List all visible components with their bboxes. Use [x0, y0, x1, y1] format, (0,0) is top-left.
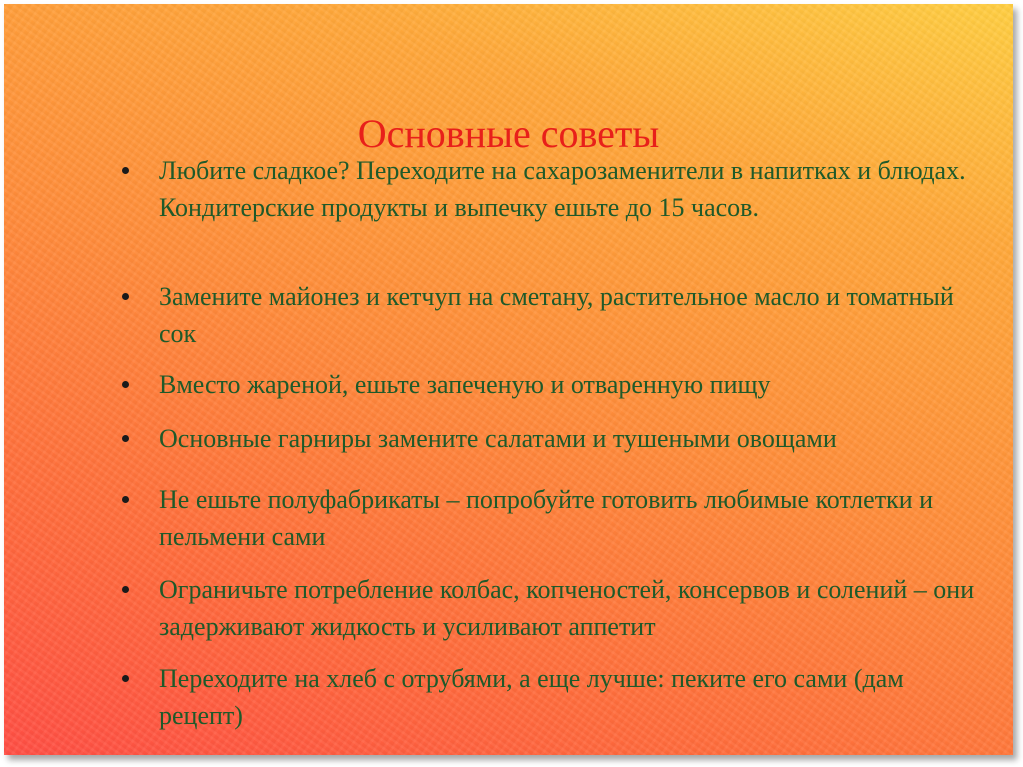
tip-text: Любите сладкое? Переходите на сахарозаменители в напитках и блюдах. Кондитерские продукты и выпечку ешьте до 15 часов. — [159, 156, 966, 222]
tip-text: Замените майонез и кетчуп на сметану, растительное масло и томатный сок — [159, 282, 954, 348]
list-item — [122, 278, 982, 352]
bullet-icon — [122, 293, 129, 300]
bullet-icon — [122, 496, 129, 503]
list-item — [122, 660, 982, 734]
bullet-icon — [122, 586, 129, 593]
list-item — [122, 366, 982, 403]
bullet-icon — [122, 435, 129, 442]
tip-text: Переходите на хлеб с отрубями, а еще лучше: пеките его сами (дам рецепт) — [159, 664, 904, 730]
list-item — [122, 152, 982, 226]
tip-text: Ограничьте потребление колбас, копченостей, консервов и солений – они задерживают жидкость и усиливают аппетит — [159, 575, 975, 641]
tip-text: Не ешьте полуфабрикаты – попробуйте готовить любимые котлетки и пельмени сами — [159, 485, 934, 551]
slide-title: Основные советы — [357, 111, 660, 156]
list-item — [122, 481, 982, 555]
tip-text: Основные гарниры замените салатами и тушеными овощами — [159, 424, 837, 453]
bullet-icon — [122, 675, 129, 682]
bullet-icon — [122, 167, 129, 174]
bullet-icon — [122, 381, 129, 388]
tip-text: Вместо жареной, ешьте запеченую и отваренную пищу — [159, 370, 771, 399]
slide — [4, 4, 1013, 755]
list-item — [122, 420, 982, 457]
list-item — [122, 571, 982, 645]
